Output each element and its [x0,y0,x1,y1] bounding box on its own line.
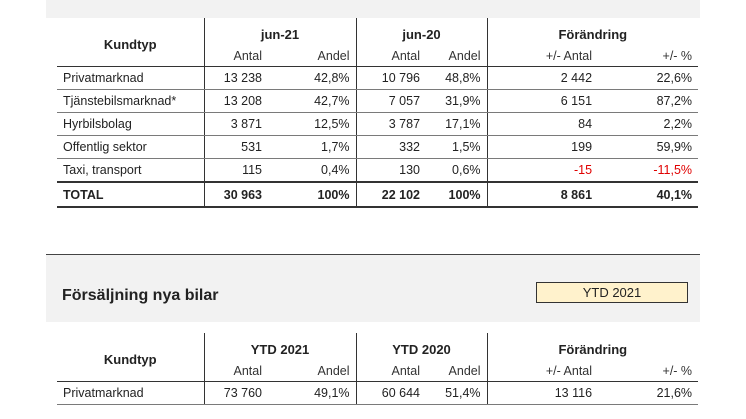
row-label: Tjänstebilsmarknad* [57,90,204,113]
section-title: Försäljning nya bilar [62,287,219,304]
row-label: Offentlig sektor [57,136,204,159]
subheader-andel: Andel [426,46,487,67]
cell-change-pct: 87,2% [598,90,698,113]
cell-change-pct: -11,5% [598,159,698,183]
period2-header: jun-20 [356,18,487,46]
change-header: Förändring [487,18,698,46]
cell-antal-2: 10 796 [356,67,426,90]
table-row [57,136,698,159]
subheader-change-antal: +/- Antal [487,46,598,67]
period2-header: YTD 2020 [356,333,487,361]
cell-andel-2: 0,6% [426,159,487,183]
subheader-antal: Antal [356,46,426,67]
cell-antal-1: 73 760 [204,382,268,405]
table-row [57,159,698,183]
cell-change-pct: 22,6% [598,67,698,90]
table-row [57,382,698,405]
cell-andel-1: 0,4% [268,159,356,183]
cell-change-pct: 40,1% [598,182,698,207]
total-row [57,182,698,207]
cell-change-antal: 13 116 [487,382,598,405]
cell-antal-2: 7 057 [356,90,426,113]
cell-andel-2: 17,1% [426,113,487,136]
period1-header: jun-21 [204,18,356,46]
cell-andel-1: 12,5% [268,113,356,136]
sales-table-month [57,18,698,208]
cell-andel-1: 49,1% [268,382,356,405]
cell-antal-2: 22 102 [356,182,426,207]
cell-antal-1: 531 [204,136,268,159]
cell-change-antal: 84 [487,113,598,136]
cell-change-antal: 199 [487,136,598,159]
subheader-change-pct: +/- % [598,46,698,67]
cell-andel-2: 1,5% [426,136,487,159]
cell-andel-2: 31,9% [426,90,487,113]
kundtyp-header: Kundtyp [57,333,204,382]
cell-antal-2: 332 [356,136,426,159]
cell-change-pct: 59,9% [598,136,698,159]
cell-andel-2: 48,8% [426,67,487,90]
subheader-andel: Andel [426,361,487,382]
subheader-change-pct: +/- % [598,361,698,382]
cell-change-pct: 21,6% [598,382,698,405]
cell-antal-1: 115 [204,159,268,183]
subheader-antal: Antal [356,361,426,382]
table-row [57,90,698,113]
kundtyp-header: Kundtyp [57,18,204,67]
cell-antal-2: 60 644 [356,382,426,405]
cell-change-antal: 6 151 [487,90,598,113]
cell-antal-2: 3 787 [356,113,426,136]
cell-change-antal: 8 861 [487,182,598,207]
table-row [57,113,698,136]
subheader-antal: Antal [204,361,268,382]
subheader-antal: Antal [204,46,268,67]
total-label: TOTAL [57,182,204,207]
row-label: Taxi, transport [57,159,204,183]
row-label: Hyrbilsbolag [57,113,204,136]
row-label: Privatmarknad [57,382,204,405]
cell-andel-2: 100% [426,182,487,207]
cell-antal-1: 13 208 [204,90,268,113]
row-label: Privatmarknad [57,67,204,90]
top-band [46,0,700,18]
table-row [57,67,698,90]
sales-table-ytd [57,333,698,405]
subheader-andel: Andel [268,361,356,382]
cell-change-antal: -15 [487,159,598,183]
cell-andel-1: 42,8% [268,67,356,90]
table-header-row [57,18,698,46]
period-selector[interactable]: YTD 2021 [536,282,688,303]
subheader-andel: Andel [268,46,356,67]
cell-change-antal: 2 442 [487,67,598,90]
cell-antal-1: 3 871 [204,113,268,136]
cell-andel-1: 42,7% [268,90,356,113]
cell-andel-2: 51,4% [426,382,487,405]
cell-antal-1: 13 238 [204,67,268,90]
subheader-change-antal: +/- Antal [487,361,598,382]
change-header: Förändring [487,333,698,361]
cell-change-pct: 2,2% [598,113,698,136]
cell-andel-1: 1,7% [268,136,356,159]
table-header-row [57,333,698,361]
cell-antal-2: 130 [356,159,426,183]
cell-antal-1: 30 963 [204,182,268,207]
cell-andel-1: 100% [268,182,356,207]
period1-header: YTD 2021 [204,333,356,361]
